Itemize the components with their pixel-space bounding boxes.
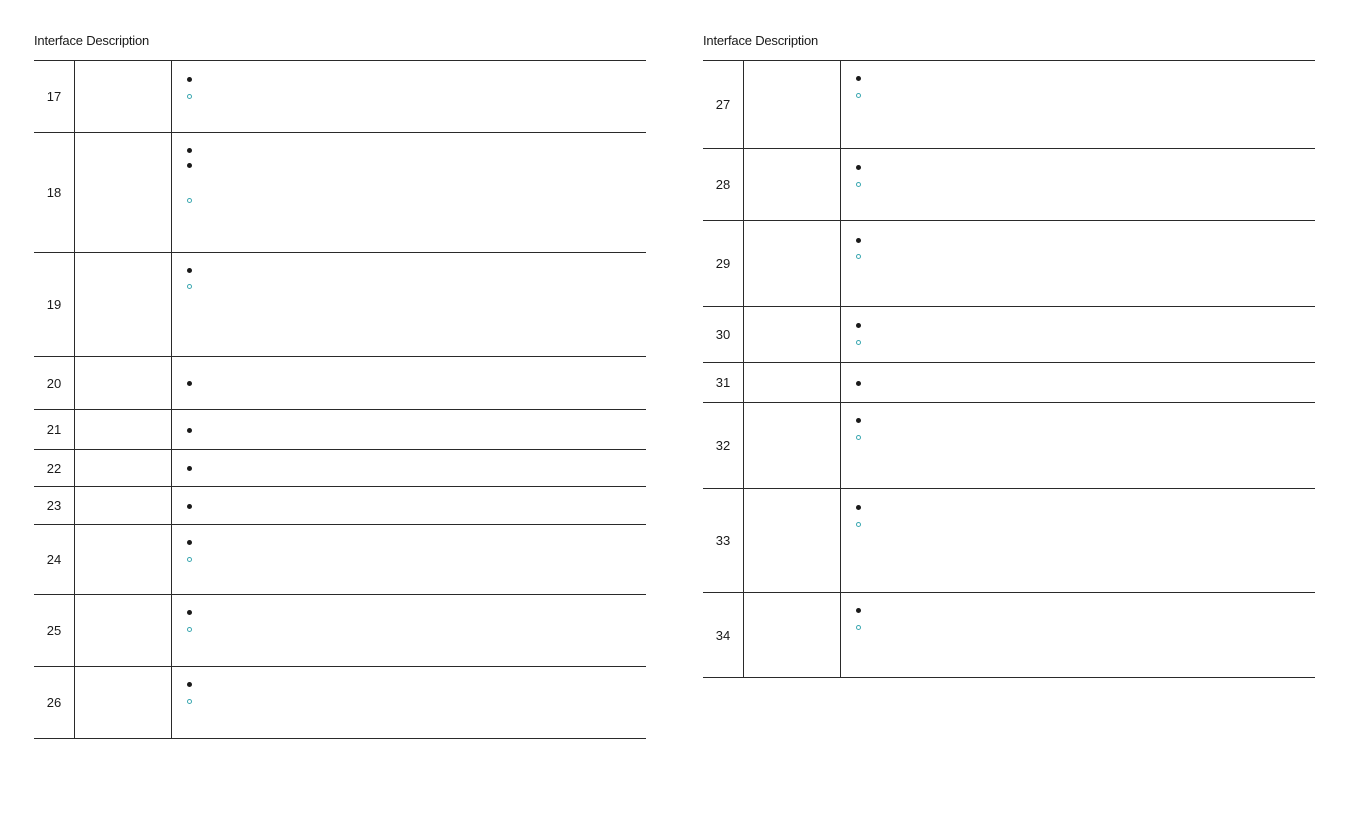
- table-row: [703, 61, 1315, 149]
- note-icon: [187, 627, 192, 632]
- name-cell: [743, 403, 841, 488]
- name-cell: [743, 221, 841, 306]
- page-heading: Interface Description: [703, 33, 819, 48]
- name-cell: [74, 61, 172, 132]
- table-row: [34, 357, 646, 410]
- bullet-icon: [856, 76, 861, 81]
- row-number: 18: [34, 133, 75, 252]
- row-number: 27: [703, 61, 744, 148]
- name-cell: [743, 149, 841, 220]
- row-number: 33: [703, 489, 744, 592]
- table-row: [34, 61, 646, 133]
- bullet-icon: [187, 504, 192, 509]
- row-number: 25: [34, 595, 75, 666]
- description-cell: [171, 61, 646, 132]
- table-row: [703, 307, 1315, 363]
- note-icon: [856, 254, 861, 259]
- note-icon: [187, 699, 192, 704]
- row-number: 30: [703, 307, 744, 362]
- description-cell: [171, 450, 646, 486]
- row-number: 31: [703, 363, 744, 402]
- name-cell: [74, 357, 172, 409]
- note-icon: [856, 435, 861, 440]
- table-row: [703, 403, 1315, 489]
- bullet-icon: [187, 682, 192, 687]
- name-cell: [74, 595, 172, 666]
- table-row: [34, 487, 646, 525]
- row-number: 24: [34, 525, 75, 594]
- row-number: 23: [34, 487, 75, 524]
- bullet-icon: [187, 540, 192, 545]
- name-cell: [74, 253, 172, 356]
- row-number: 29: [703, 221, 744, 306]
- name-cell: [743, 363, 841, 402]
- bullet-icon: [187, 610, 192, 615]
- description-cell: [840, 593, 1315, 677]
- description-cell: [840, 61, 1315, 148]
- table-row: [34, 595, 646, 667]
- note-icon: [187, 94, 192, 99]
- note-icon: [187, 557, 192, 562]
- table-row: [703, 221, 1315, 307]
- name-cell: [743, 61, 841, 148]
- row-number: 32: [703, 403, 744, 488]
- note-icon: [856, 625, 861, 630]
- description-cell: [840, 307, 1315, 362]
- table-row: [34, 133, 646, 253]
- table-row: [703, 489, 1315, 593]
- bullet-icon: [187, 428, 192, 433]
- interface-table: [34, 60, 646, 739]
- note-icon: [856, 182, 861, 187]
- name-cell: [74, 525, 172, 594]
- name-cell: [743, 307, 841, 362]
- description-cell: [171, 253, 646, 356]
- bullet-icon: [856, 323, 861, 328]
- row-number: 34: [703, 593, 744, 677]
- bullet-icon: [856, 381, 861, 386]
- description-cell: [171, 595, 646, 666]
- row-number: 17: [34, 61, 75, 132]
- description-cell: [171, 525, 646, 594]
- name-cell: [74, 133, 172, 252]
- row-number: 20: [34, 357, 75, 409]
- name-cell: [743, 593, 841, 677]
- bullet-icon: [187, 381, 192, 386]
- name-cell: [743, 489, 841, 592]
- row-number: 19: [34, 253, 75, 356]
- table-row: [703, 149, 1315, 221]
- description-cell: [171, 667, 646, 738]
- description-cell: [171, 487, 646, 524]
- description-cell: [840, 363, 1315, 402]
- description-cell: [840, 149, 1315, 220]
- note-icon: [856, 522, 861, 527]
- description-cell: [171, 410, 646, 449]
- bullet-icon: [187, 268, 192, 273]
- note-icon: [187, 198, 192, 203]
- bullet-icon: [856, 165, 861, 170]
- row-number: 28: [703, 149, 744, 220]
- row-number: 21: [34, 410, 75, 449]
- page-heading: Interface Description: [34, 33, 150, 48]
- description-cell: [840, 403, 1315, 488]
- table-row: [703, 593, 1315, 678]
- name-cell: [74, 410, 172, 449]
- interface-table: [703, 60, 1315, 678]
- row-number: 22: [34, 450, 75, 486]
- name-cell: [74, 487, 172, 524]
- table-row: [34, 253, 646, 357]
- row-number: 26: [34, 667, 75, 738]
- description-cell: [171, 357, 646, 409]
- table-row: [34, 410, 646, 450]
- bullet-icon: [187, 77, 192, 82]
- bullet-icon: [856, 238, 861, 243]
- description-cell: [840, 221, 1315, 306]
- bullet-icon: [856, 505, 861, 510]
- name-cell: [74, 667, 172, 738]
- table-row: [34, 525, 646, 595]
- table-row: [34, 667, 646, 739]
- bullet-icon: [187, 148, 192, 153]
- bullet-icon: [856, 418, 861, 423]
- note-icon: [856, 340, 861, 345]
- bullet-icon: [187, 163, 192, 168]
- table-row: [703, 363, 1315, 403]
- bullet-icon: [187, 466, 192, 471]
- name-cell: [74, 450, 172, 486]
- description-cell: [840, 489, 1315, 592]
- description-cell: [171, 133, 646, 252]
- bullet-icon: [856, 608, 861, 613]
- table-row: [34, 450, 646, 487]
- note-icon: [187, 284, 192, 289]
- note-icon: [856, 93, 861, 98]
